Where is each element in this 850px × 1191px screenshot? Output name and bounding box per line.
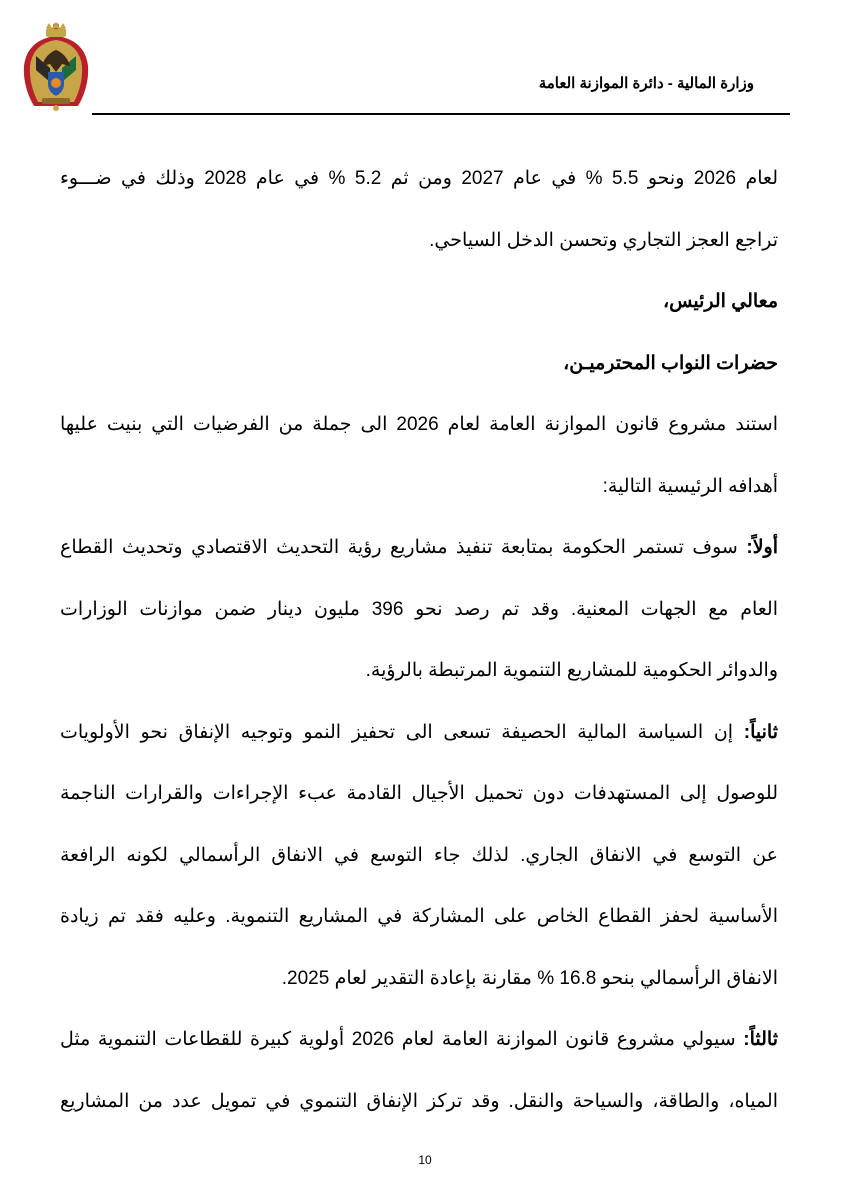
point-2-line-5: الانفاق الرأسمالي بنحو 16.8 % مقارنة بإعادة التقدير لعام 2025. — [281, 967, 778, 989]
basis-line-1: استند مشروع قانون الموازنة العامة لعام 2026 الى جملة من الفرضيات التي بنيت عليها — [60, 414, 778, 435]
header-title: وزارة المالية - دائرة الموازنة العامة — [538, 75, 754, 92]
point-3-line-1 — [60, 1011, 778, 1073]
point-2-line-3: عن التوسع في الانفاق الجاري. لذلك جاء التوسع في الانفاق الرأسمالي لكونه الرافعة — [60, 844, 778, 866]
point-1-line-3: والدوائر الحكومية للمشاريع التنموية المرتبطة بالرؤية. — [365, 660, 778, 681]
point-2-line-2: للوصول إلى المستهدفات دون تحميل الأجيال القادمة عبء الإجراءات والقرارات الناجمة — [60, 783, 778, 804]
point-1-lead: أولاً: — [746, 537, 778, 558]
jordan-royal-crest-icon — [20, 22, 92, 114]
point-2-text-1: إن السياسة المالية الحصيفة تسعى الى تحفيز النمو وتوجيه الإنفاق نحو الأولويات — [60, 721, 744, 743]
intro-line-1: لعام 2026 ونحو 5.5 % في عام 2027 ومن ثم 5.2 % في عام 2028 وذلك في ضـــوء — [60, 168, 778, 189]
basis-line-2: أهدافه الرئيسية التالية: — [602, 475, 778, 497]
point-1-line-2: العام مع الجهات المعنية. وقد تم رصد نحو 396 مليون دينار ضمن موازنات الوزارات — [60, 598, 778, 620]
point-2-lead: ثانياً: — [743, 721, 778, 743]
salutation-deputies: حضرات النواب المحترميـن، — [563, 352, 778, 374]
header-divider — [92, 113, 790, 115]
document-body — [60, 150, 778, 1134]
salutation-president: معالي الرئيس، — [663, 291, 778, 312]
page-number: 10 — [418, 1153, 432, 1167]
point-2-line-4: الأساسية لحفز القطاع الخاص على المشاركة في المشاريع التنموية. وعليه فقد تم زيادة — [60, 906, 778, 927]
point-3-lead: ثالثاً: — [743, 1029, 778, 1050]
point-1-text-1: سوف تستمر الحكومة بمتابعة تنفيذ مشاريع رؤية التحديث الاقتصادي وتحديث القطاع — [60, 537, 747, 558]
point-3-line-2: المياه، والطاقة، والسياحة والنقل. وقد تركز الإنفاق التنموي في تمويل عدد من المشاريع — [60, 1090, 778, 1112]
intro-line-2: تراجع العجز التجاري وتحسن الدخل السياحي. — [429, 229, 778, 251]
point-1-line-1 — [60, 519, 778, 581]
point-2-line-1 — [60, 704, 778, 766]
point-3-text-1: سيولي مشروع قانون الموازنة العامة لعام 2026 أولوية كبيرة للقطاعات التنموية مثل — [60, 1029, 744, 1050]
